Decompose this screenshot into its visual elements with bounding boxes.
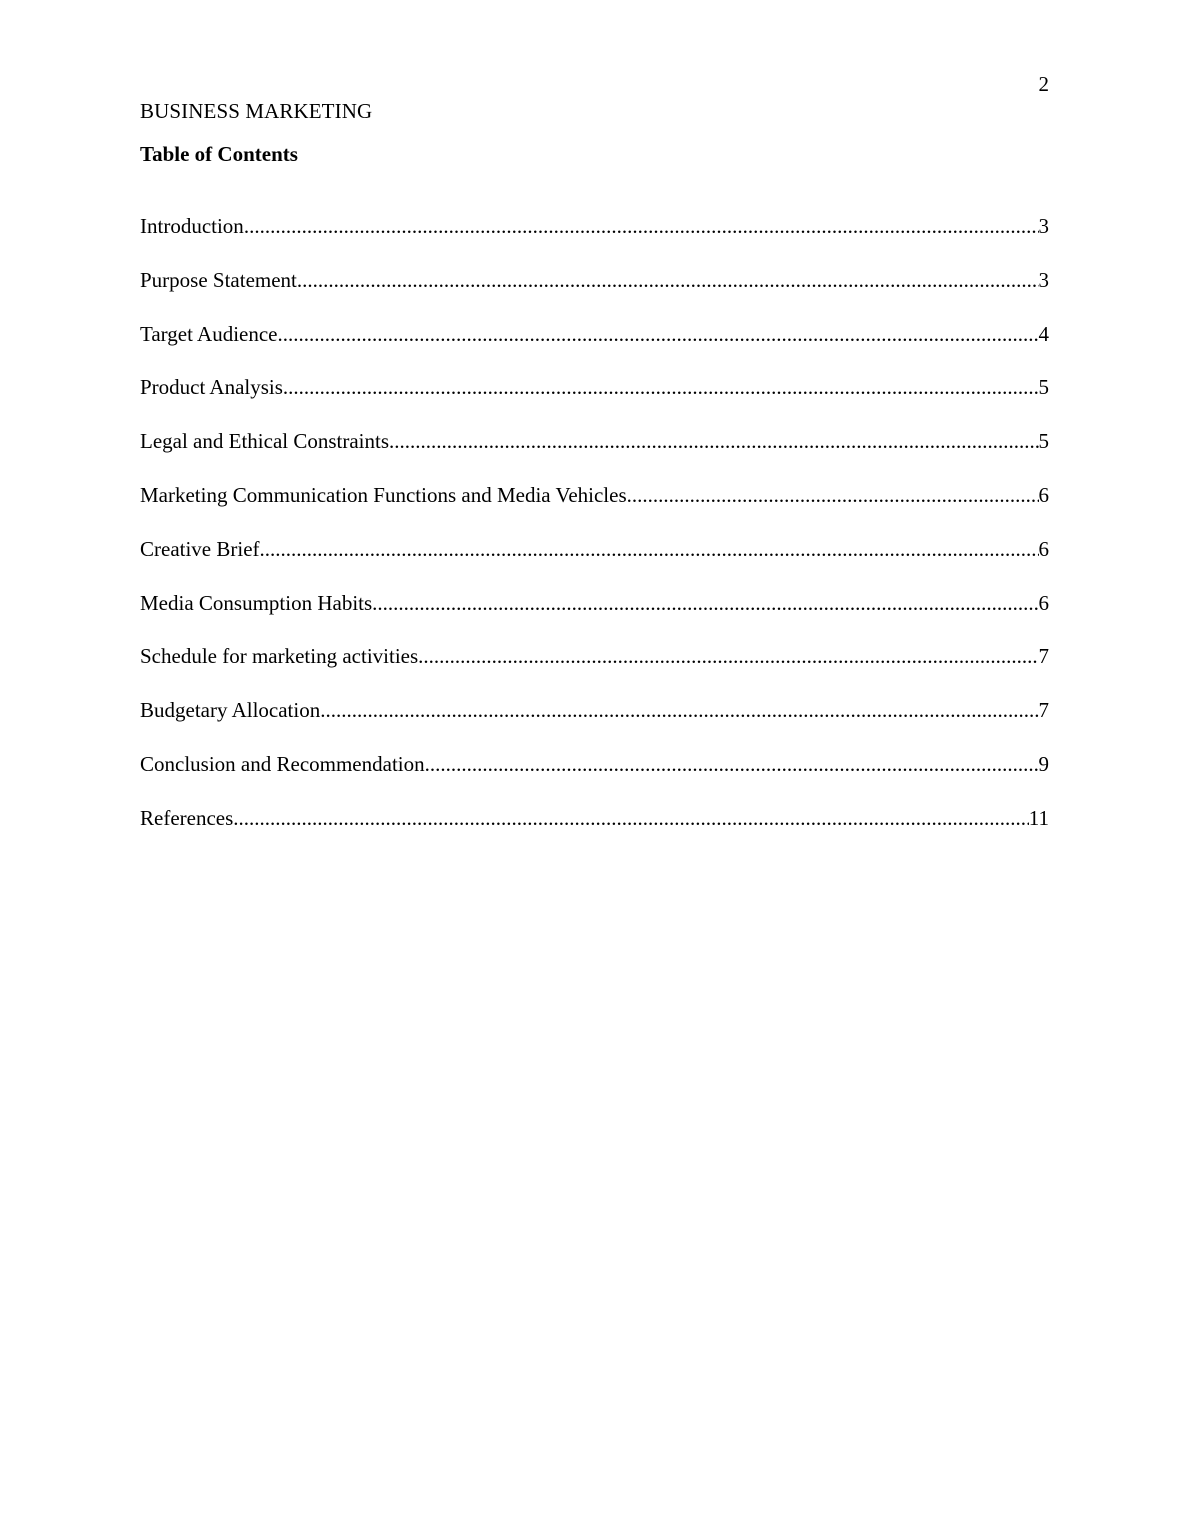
toc-dot-leader — [627, 483, 1039, 507]
toc-entry-page: 5 — [1038, 429, 1049, 454]
toc-entry[interactable] — [140, 752, 1049, 806]
toc-entry[interactable] — [140, 698, 1049, 752]
toc-entry[interactable] — [140, 268, 1049, 322]
toc-dot-leader — [297, 268, 1039, 292]
toc-entry-title: Target Audience — [140, 321, 278, 346]
toc-entry-page: 3 — [1038, 267, 1049, 292]
toc-entry-title: Marketing Communication Functions and Media Vehicles — [140, 482, 627, 507]
toc-entry[interactable] — [140, 214, 1049, 268]
toc-entry-title: Schedule for marketing activities — [140, 644, 419, 669]
toc-dot-leader — [372, 591, 1038, 615]
toc-entry-title: Creative Brief — [140, 536, 260, 561]
toc-entry-page: 3 — [1038, 214, 1049, 238]
toc-dot-leader — [425, 752, 1039, 776]
toc-entry-page: 4 — [1038, 321, 1049, 346]
toc-dot-leader — [233, 806, 1028, 830]
toc-entry[interactable] — [140, 537, 1049, 591]
toc-entry[interactable] — [140, 806, 1049, 860]
toc-entry-page: 6 — [1038, 482, 1049, 507]
toc-entry-title: Media Consumption Habits — [140, 590, 373, 615]
toc-entry[interactable] — [140, 591, 1049, 645]
toc-entry-page: 5 — [1038, 375, 1049, 400]
toc-dot-leader — [283, 375, 1039, 399]
toc-dot-leader — [389, 429, 1038, 453]
toc-entry-page: 9 — [1038, 751, 1049, 776]
toc-entry[interactable] — [140, 375, 1049, 429]
toc-dot-leader — [278, 322, 1039, 346]
toc-dot-leader — [244, 214, 1039, 238]
toc-entry-page: 6 — [1038, 590, 1049, 615]
toc-heading: Table of Contents — [140, 142, 298, 166]
toc-entry[interactable] — [140, 429, 1049, 483]
toc-entry-title: Conclusion and Recommendation — [140, 751, 425, 776]
toc-entry-title: Budgetary Allocation — [140, 698, 321, 723]
toc-dot-leader — [260, 537, 1039, 561]
toc-entry-title: References — [140, 805, 234, 830]
toc-entry[interactable] — [140, 322, 1049, 376]
toc-entry-page: 7 — [1038, 644, 1049, 669]
table-of-contents — [140, 214, 1049, 860]
toc-entry-title: Legal and Ethical Constraints — [140, 429, 390, 454]
toc-entry[interactable] — [140, 644, 1049, 698]
toc-entry[interactable] — [140, 483, 1049, 537]
toc-dot-leader — [320, 698, 1038, 722]
toc-entry-title: Purpose Statement — [140, 267, 297, 292]
toc-entry-title: Product Analysis — [140, 375, 283, 400]
toc-dot-leader — [418, 644, 1038, 668]
running-head: BUSINESS MARKETING — [140, 99, 373, 123]
toc-entry-page: 11 — [1028, 805, 1049, 830]
toc-entry-page: 6 — [1038, 536, 1049, 561]
page-number: 2 — [1038, 72, 1049, 96]
toc-entry-title: Introduction — [140, 214, 244, 238]
toc-entry-page: 7 — [1038, 698, 1049, 723]
